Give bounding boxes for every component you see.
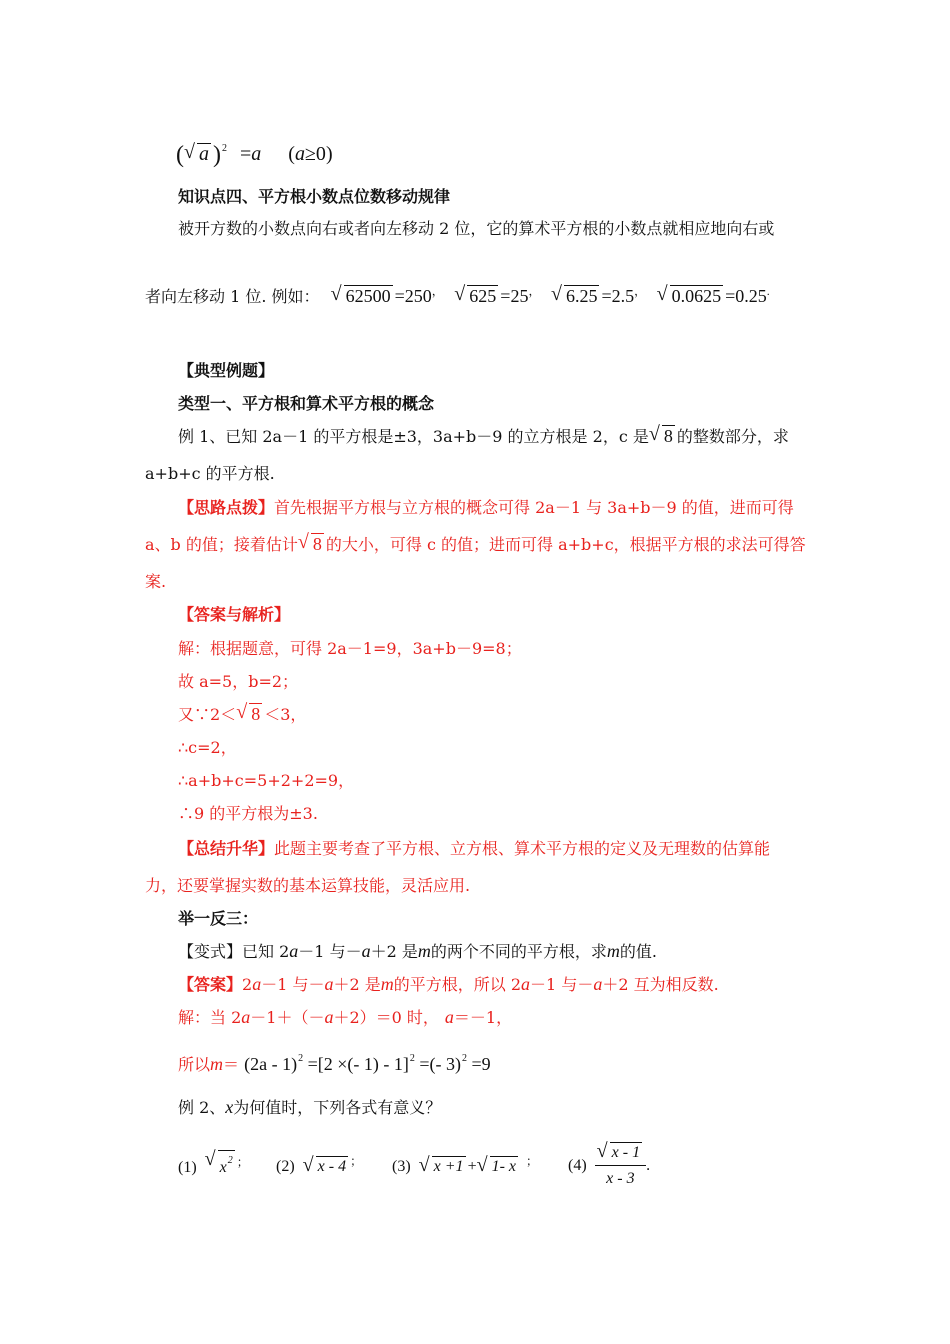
variant-conclusion: 所以m＝ (2a - 1)$^2$ =[2 ×(- 1) - 1]$^2$ =(- 3)$^2$ =9	[178, 1053, 491, 1074]
answer-l4: ∴c=2，	[178, 738, 237, 757]
ex1-line1: 例 1、已知 2a－1 的平方根是±3，3a+b－9 的立方根是 2，c 是 √ 8 的整数部分，求	[178, 423, 789, 446]
answer-l5: ∴a+b+c=5+2+2=9，	[178, 771, 355, 790]
variant-line: 【变式】已知 2a－1 与－a＋2 是m的两个不同的平方根，求m的值.	[178, 941, 657, 961]
hint-line3: 案.	[145, 572, 167, 591]
variant-solution: 解：当 2a－1＋（－a＋2）＝0 时， a＝－1，	[178, 1007, 513, 1027]
ex2-item-4: (4) √ x - 1 x - 3 .	[568, 1140, 651, 1187]
kp4-line2: 者向左移动 1 位. 例如： √ 62500 =250， √ 625 =25， √ 6.25 =2.5， √ 0.0625 =0.25.	[145, 283, 770, 306]
hint-line1: 【思路点拨】首先根据平方根与立方根的概念可得 2a－1 与 3a+b－9 的值，进而可得	[178, 498, 794, 517]
kp4-line1: 被开方数的小数点向右或者向左移动 2 位，它的算术平方根的小数点就相应地向右或	[178, 219, 775, 238]
answer-l6: ∴9 的平方根为±3.	[178, 804, 318, 823]
hint-line2: a、b 的值；接着估计 √ 8 的大小，可得 c 的值；进而可得 a+b+c，根据平方根的求法可得答	[145, 531, 806, 554]
ex2-line: 例 2、x为何值时，下列各式有意义？	[178, 1097, 442, 1117]
ex2-item-2: (2) √ x - 4 ；	[276, 1154, 363, 1176]
formula-top: ( √ a )$^2$ =a (a≥0)	[176, 141, 333, 168]
type1-title: 类型一、平方根和算术平方根的概念	[178, 394, 435, 413]
answer-l2: 故 a=5，b=2；	[178, 672, 299, 691]
kp4-title: 知识点四、平方根小数点位数移动规律	[178, 187, 451, 206]
sqrt-a: √ a	[184, 141, 209, 165]
section-heading-typical: 【典型例题】	[178, 361, 275, 380]
variant-answer: 【答案】2a－1 与－a＋2 是m的平方根，所以 2a－1 与－a＋2 互为相反数.	[178, 974, 719, 994]
ex2-item-3: (3) √ x +1 + √ 1- x ；	[392, 1154, 539, 1176]
summary-line1: 【总结升华】此题主要考查了平方根、立方根、算术平方根的定义及无理数的估算能	[178, 839, 771, 858]
answer-tag: 【答案与解析】	[178, 605, 291, 624]
answer-l3: 又∵2＜ √ 8 ＜3，	[178, 701, 307, 724]
answer-l1: 解：根据题意，可得 2a－1=9，3a+b－9=8；	[178, 639, 522, 658]
ex2-item-1: (1) √ $x^2$ ；	[178, 1148, 249, 1176]
ex1-line2: a+b+c 的平方根.	[145, 464, 275, 483]
summary-line2: 力，还要掌握实数的基本运算技能，灵活应用.	[145, 876, 471, 895]
practice-title: 举一反三：	[178, 909, 259, 928]
